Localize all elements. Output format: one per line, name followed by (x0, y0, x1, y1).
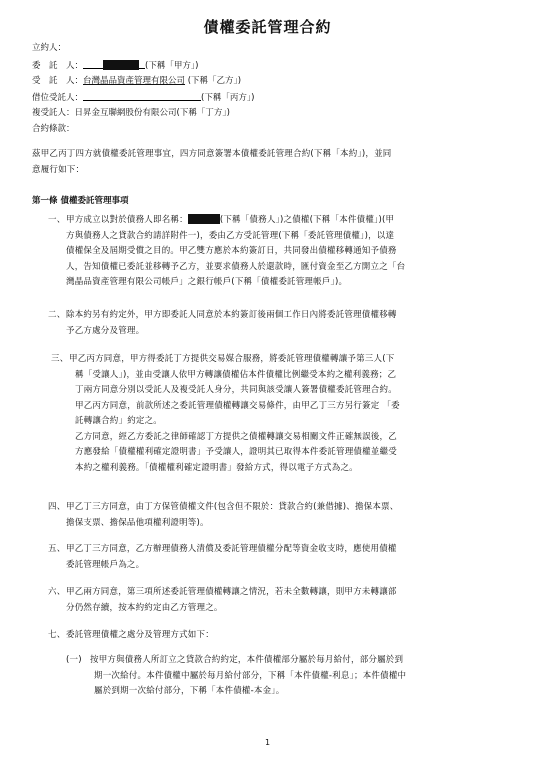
item-6-line-1: 甲乙兩方同意，第三項所述委託管理債權轉讓之情況，若未全數轉讓，則甲方未轉讓部 (66, 587, 397, 597)
item-3-number: 三、 (51, 354, 69, 364)
intro-line-2: 意履行如下： (32, 164, 85, 175)
item-1 (66, 213, 506, 291)
item-1-number: 一、 (48, 215, 66, 225)
item-1-line-4: 人，告知債權已委託並移轉予乙方，並要求債務人於還款時，匯付資金至乙方開立之「台 (66, 261, 406, 272)
item-3-line-5: 託轉讓合約」約定之。 (75, 416, 163, 426)
sub-item-1-line-1: 按甲方與債務人所訂立之貸款合約約定，本件債權部分屬於每月給付，部分屬於到 (90, 655, 404, 665)
party-a-redaction (103, 60, 139, 70)
item-2-line-1: 除本約另有約定外，甲方即委託人同意於本約簽訂後兩個工作日內將委託管理債權移轉 (66, 310, 397, 320)
item-2-line-2: 予乙方處分及管理。 (66, 325, 145, 336)
sub-item-1-number: (一) (66, 655, 82, 665)
item-4-line-2: 擔保支票、擔保品他項權利證明等)。 (66, 517, 209, 528)
item-7-line-1: 委託管理債權之處分及管理方式如下： (66, 630, 214, 640)
debtor-redaction (188, 214, 220, 224)
item-2 (66, 308, 506, 339)
parties-heading: 立約人： (32, 43, 67, 53)
item-7 (66, 628, 506, 644)
item-1-line-2: 方與債務人之貸款合約請詳附件一)，委由乙方受託管理(下稱「委託管理債權」)，以達 (66, 230, 395, 241)
sub-item-1-line-2: 期一次給付。本件債權中屬於每月給付部分，下稱「本件債權-利息」；本件債權中 (94, 670, 407, 681)
item-4 (66, 500, 506, 531)
item-1-line-3: 債權保全及屆期受償之目的。甲乙雙方應於本約簽訂日，共同發出債權移轉通知予債務 (66, 246, 397, 256)
item-1-line-1: 甲方成立以對於債務人即名稱： (下稱「債務人」)之債權(下稱「本件債權」)(甲 (66, 215, 395, 225)
item-6-number: 六、 (48, 587, 66, 597)
party-c-prefix: 借位受託人： (32, 93, 84, 103)
party-b-name: 台灣晶品資產管理有限公司 (83, 76, 186, 86)
item-3-line-3: 丁兩方同意分別以受託人及複受託人身分，共同與該受讓人簽署債權委託管理合約。 (75, 385, 397, 395)
terms-heading: 合約條款： (32, 124, 75, 134)
item-2-number: 二、 (48, 310, 66, 320)
item-3-line-4: 甲乙丙方同意，前款所述之委託管理債權轉讓交易條件，由甲乙丁三方另行簽定 「委 (75, 400, 400, 411)
party-b-prefix: 受 託 人： (32, 76, 84, 86)
party-c-line (32, 91, 254, 104)
sub-item-1 (90, 653, 510, 700)
sub-item-1-line-3: 屬於到期一次給付部分，下稱「本件債權-本金」。 (94, 686, 285, 696)
item-3-line-6: 乙方同意，經乙方委託之律師確認丁方提供之債權轉讓交易相關文件正確無誤後，乙 (75, 431, 397, 442)
document-title: 債權委託管理合約 (203, 18, 332, 36)
item-1-line-5: 灣晶品資產管理有限公司帳戶」之銀行帳戶(下稱「債權委託管理帳戶」)。 (66, 277, 348, 287)
party-c-suffix: (下稱「丙方」) (201, 93, 255, 103)
item-5-line-1: 甲乙丁三方同意，乙方辦理債務人清償及委託管理債權分配等資金收支時，應使用債權 (66, 544, 397, 554)
article-1-heading: 第一條 債權委託管理事項 (32, 196, 129, 206)
item-4-number: 四、 (48, 502, 66, 512)
party-b-suffix: (下稱「乙方」) (187, 76, 242, 86)
page-number: 1 (264, 738, 271, 747)
item-7-number: 七、 (48, 630, 66, 640)
party-a-blank (83, 59, 103, 69)
item-3-line-1: 甲乙丙方同意，甲方得委託丁方提供交易媒合服務，將委託管理債權轉讓予第三人(下 (69, 354, 395, 364)
item-5-number: 五、 (48, 544, 66, 554)
party-a-prefix: 委 託 人： (32, 61, 84, 71)
item-5-line-2: 委託管理帳戶為之。 (66, 559, 145, 570)
intro-paragraph (32, 147, 392, 178)
item-5 (66, 542, 506, 573)
party-a-line (32, 59, 198, 72)
item-3-line-8: 本約之權利義務。「債權權利確定證明書」發給方式，得以電子方式為之。 (75, 462, 358, 473)
party-d-line: 複受託人：日昇金互聯網股份有限公司(下稱「丁方」) (32, 108, 230, 118)
intro-line-1: 茲甲乙丙丁四方就債權委託管理事宜，四方同意簽署本債權委託管理合約(下稱「本約」)，並同 (32, 149, 392, 159)
item-3-line-2: 稱「受讓人」)，並由受讓人依甲方轉讓債權佔本件債權比例繼受本約之權利義務；乙 (75, 369, 397, 380)
party-a-suffix: (下稱「甲方」) (145, 61, 199, 71)
party-b-line (32, 75, 241, 87)
item-6 (66, 585, 506, 616)
party-c-blank (83, 91, 201, 101)
item-6-line-2: 分仍然存續，按本約約定由乙方管理之。 (66, 602, 223, 613)
item-4-line-1: 甲乙丁三方同意，由丁方保管債權文件(包含但不限於：貸款合約(兼借據)、擔保本票、 (66, 502, 399, 512)
item-3-line-7: 方應發給「債權權利確定證明書」予受讓人，證明其已取得本件委託管理債權並繼受 (75, 447, 397, 457)
item-3 (69, 352, 509, 476)
